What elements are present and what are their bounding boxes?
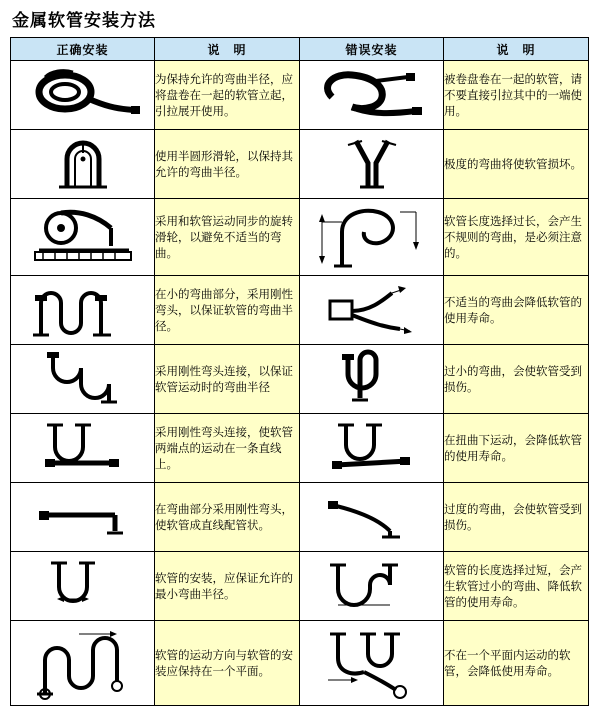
table-row (11, 61, 589, 130)
out-of-plane-motion-icon (300, 621, 444, 706)
row-description: 不在一个平面内运动的软管，会降低使用寿命。 (444, 621, 589, 706)
rigid-elbow-straight-pipe-icon (11, 483, 155, 552)
row-description: 软管的长度选择过短，会产生软管过小的弯曲、降低软管的使用寿命。 (444, 552, 589, 621)
header-correct-install: 正确安装 (11, 38, 155, 61)
row-description: 不适当的弯曲会降低软管的使用寿命。 (444, 276, 589, 345)
row-description: 过小的弯曲，会使软管受到损伤。 (444, 345, 589, 414)
row-description: 在小的弯曲部分，采用刚性弯头，以保证软管的弯曲半径。 (155, 276, 300, 345)
table-row (11, 552, 589, 621)
header-correct-description: 说 明 (155, 38, 300, 61)
table-row (11, 621, 589, 706)
table-row (11, 199, 589, 276)
row-description: 采用刚性弯头连接，使软管两端点的运动在一条直线上。 (155, 414, 300, 483)
same-plane-motion-icon (11, 621, 155, 706)
minimum-bend-radius-icon (11, 552, 155, 621)
irregular-bend-long-hose-icon (300, 199, 444, 276)
row-description: 软管长度选择过长，会产生不规则的弯曲，是必须注意的。 (444, 199, 589, 276)
straight-line-motion-icon (11, 414, 155, 483)
header-wrong-install: 错误安装 (300, 38, 444, 61)
row-description: 采用和软管运动同步的旋转滑轮，以避免不适当的弯曲。 (155, 199, 300, 276)
rigid-elbow-small-bend-icon (11, 276, 155, 345)
torsion-motion-icon (300, 414, 444, 483)
row-description: 使用半圆形滑轮，以保持其允许的弯曲半径。 (155, 130, 300, 199)
table-row (11, 345, 589, 414)
rigid-elbow-u-loop-icon (11, 345, 155, 414)
improper-bend-icon (300, 276, 444, 345)
rotating-sheave-chain-icon (11, 199, 155, 276)
row-description: 过度的弯曲，会使软管受到损伤。 (444, 483, 589, 552)
row-description: 在扭曲下运动，会降低软管的使用寿命。 (444, 414, 589, 483)
table-row (11, 483, 589, 552)
too-long-hose-small-bend-icon (300, 552, 444, 621)
too-small-bend-icon (300, 345, 444, 414)
row-description: 为保持允许的弯曲半径，应将盘卷在一起的软管立起，引拉展开使用。 (155, 61, 300, 130)
page-title: 金属软管安装方法 (12, 11, 156, 31)
coiled-hose-pulled-icon (300, 61, 444, 130)
semicircular-sheave-icon (11, 130, 155, 199)
table-header (11, 38, 589, 61)
table-row (11, 414, 589, 483)
table-row (11, 276, 589, 345)
row-description: 软管的安装，应保证允许的最小弯曲半径。 (155, 552, 300, 621)
row-description: 在弯曲部分采用刚性弯头，使软管成直线配管状。 (155, 483, 300, 552)
installation-methods-table (10, 37, 589, 706)
row-description: 极度的弯曲将使软管损坏。 (444, 130, 589, 199)
table-header-row (11, 38, 589, 61)
table-body (11, 61, 589, 706)
row-description: 采用刚性弯头连接，以保证软管运动时的弯曲半径 (155, 345, 300, 414)
sharp-bend-icon (300, 130, 444, 199)
header-wrong-description: 说 明 (444, 38, 589, 61)
row-description: 被卷盘卷在一起的软管，请不要直接引拉其中的一端使用。 (444, 61, 589, 130)
coiled-hose-upright-icon (11, 61, 155, 130)
row-description: 软管的运动方向与软管的安装应保持在一个平面。 (155, 621, 300, 706)
excessive-bend-icon (300, 483, 444, 552)
table-row (11, 130, 589, 199)
